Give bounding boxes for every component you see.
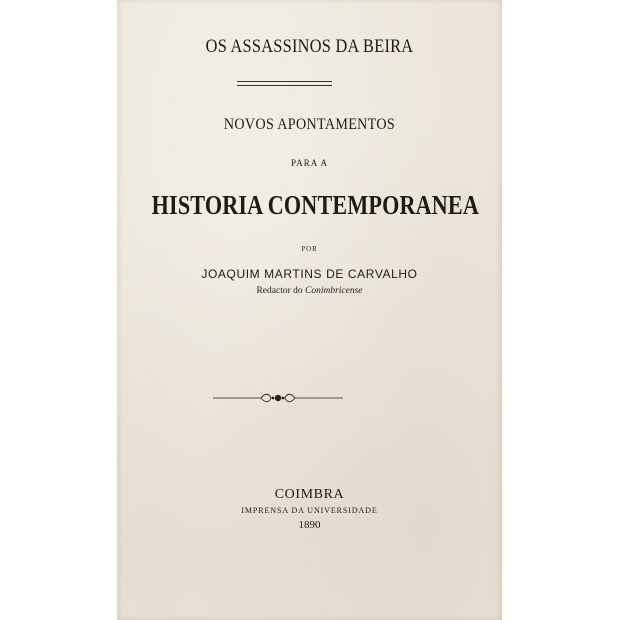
author-role-publication: Conimbricense [305,286,363,296]
title-page [117,0,502,620]
subtitle: NOVOS APONTAMENTOS [223,116,396,133]
by-label: POR [301,245,318,253]
series-title: OS ASSASSINOS DA BEIRA [205,36,414,57]
connector-text: PARA A [291,158,328,168]
author-name: JOAQUIM MARTINS DE CARVALHO [201,267,418,281]
publisher-name: IMPRENSA DA UNIVERSIDADE [241,506,378,515]
publication-city: COIMBRA [274,487,345,502]
ornament-divider-icon [213,390,343,406]
author-role-prefix: Redactor do [256,286,303,296]
main-title: HISTORIA CONTEMPORANEA [151,190,480,220]
publication-year: 1890 [298,519,321,531]
double-rule-divider [237,81,332,86]
author-role [117,286,502,296]
